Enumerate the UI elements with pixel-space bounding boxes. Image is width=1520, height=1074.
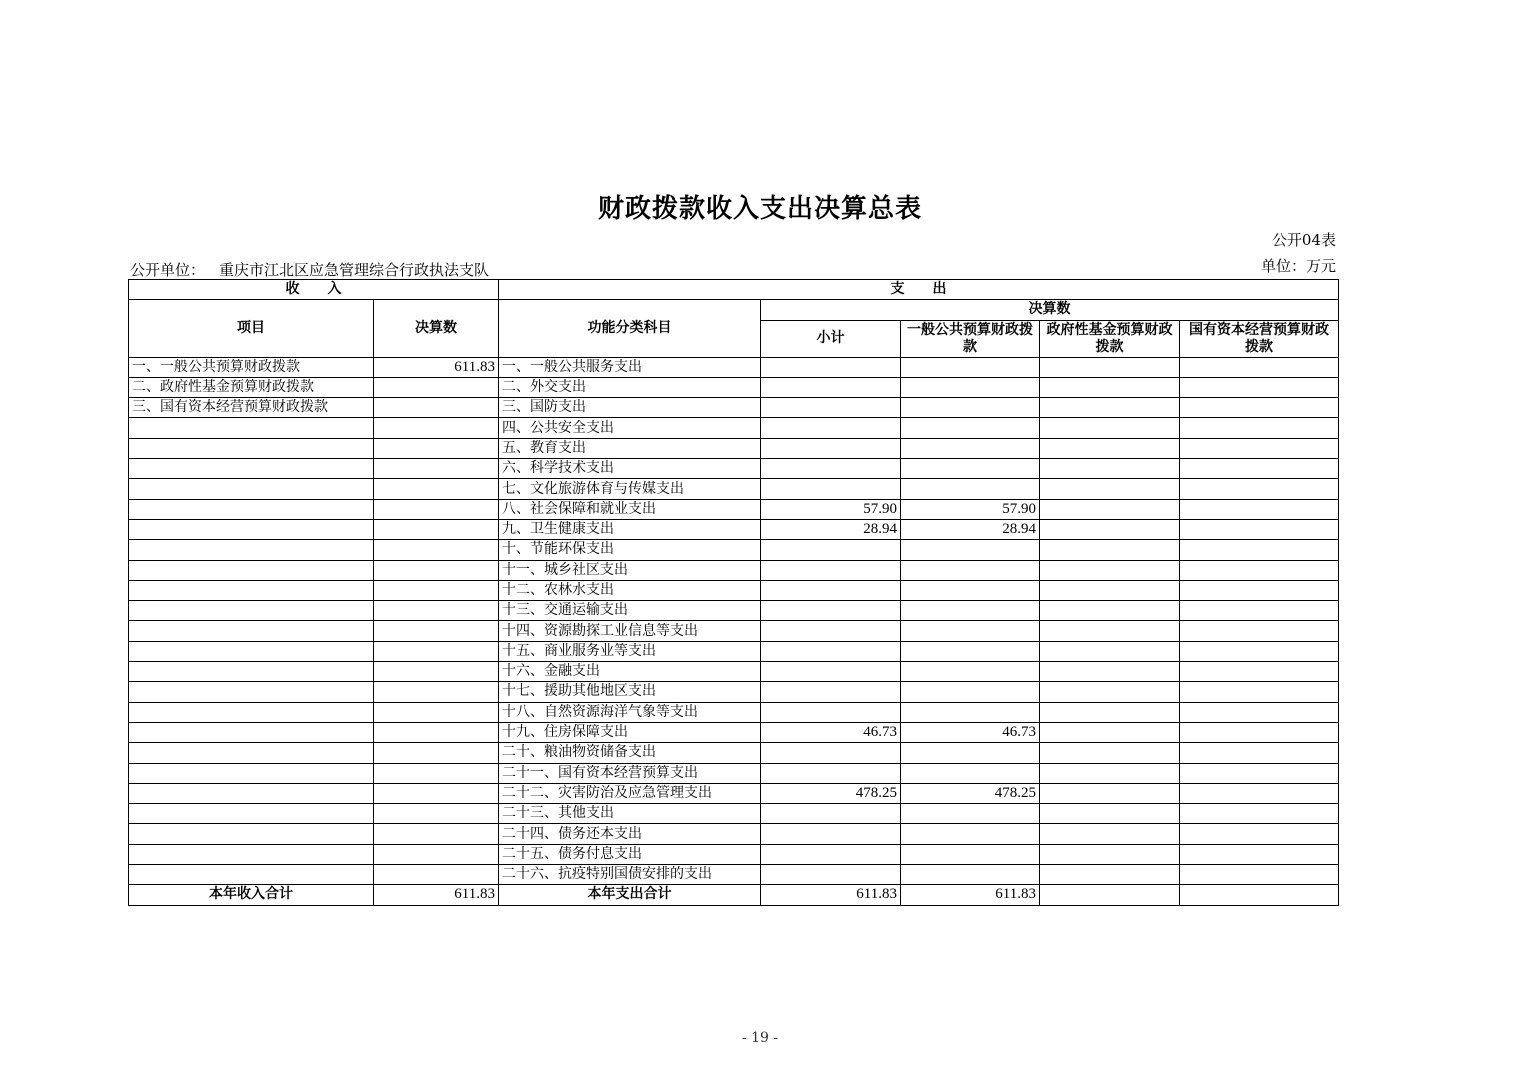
state-capital-cell [1180,519,1339,539]
gov-fund-cell [1040,722,1180,742]
income-item-cell: 二、政府性基金预算财政拨款 [129,377,374,397]
total-expense-label: 本年支出合计 [499,885,761,905]
table-row [129,865,1339,885]
expense-item-cell: 六、科学技术支出 [499,459,761,479]
table-row [129,499,1339,519]
state-capital-cell [1180,357,1339,377]
general-budget-cell [901,459,1040,479]
general-budget-cell: 478.25 [901,783,1040,803]
income-item-cell [129,783,374,803]
state-capital-cell [1180,398,1339,418]
income-item-cell [129,499,374,519]
income-item-cell [129,763,374,783]
total-income-amount: 611.83 [374,885,499,905]
income-item-cell [129,560,374,580]
state-capital-cell [1180,722,1339,742]
income-amount-cell [374,377,499,397]
organization-line [130,259,489,280]
gov-fund-cell [1040,519,1180,539]
income-amount-cell [374,702,499,722]
income-amount-cell [374,865,499,885]
table-row [129,540,1339,560]
expense-item-cell: 九、卫生健康支出 [499,519,761,539]
income-amount-cell [374,479,499,499]
gov-fund-cell [1040,743,1180,763]
general-budget-cell [901,479,1040,499]
total-fund [1040,885,1180,905]
income-amount-cell [374,621,499,641]
gov-fund-cell [1040,479,1180,499]
general-budget-cell: 57.90 [901,499,1040,519]
general-budget-header: 一般公共预算财政拨款 [901,320,1040,357]
subtotal-cell [761,580,901,600]
table-row [129,621,1339,641]
total-row [129,885,1339,905]
income-amount-cell [374,560,499,580]
expense-item-cell: 十一、城乡社区支出 [499,560,761,580]
gov-fund-cell [1040,580,1180,600]
income-amount-cell [374,499,499,519]
gov-fund-cell [1040,682,1180,702]
subtotal-cell [761,804,901,824]
income-amount-cell [374,743,499,763]
gov-fund-cell [1040,540,1180,560]
state-capital-cell [1180,601,1339,621]
income-amount-cell [374,540,499,560]
total-subtotal: 611.83 [761,885,901,905]
general-budget-cell [901,357,1040,377]
general-budget-cell [901,377,1040,397]
table-row [129,438,1339,458]
income-item-cell [129,865,374,885]
expense-item-cell: 二、外交支出 [499,377,761,397]
expense-item-cell: 二十六、抗疫特别国债安排的支出 [499,865,761,885]
table-row [129,763,1339,783]
subtotal-header: 小计 [761,320,901,357]
income-item-cell [129,479,374,499]
subtotal-cell: 46.73 [761,722,901,742]
gov-fund-cell [1040,601,1180,621]
page-number: - 19 - [741,1030,779,1046]
final-amount-header: 决算数 [761,300,1339,320]
general-budget-cell [901,540,1040,560]
income-item-cell [129,804,374,824]
subtotal-cell [761,682,901,702]
table-row [129,702,1339,722]
table-row [129,459,1339,479]
state-capital-cell [1180,865,1339,885]
gov-fund-cell [1040,418,1180,438]
general-budget-cell [901,743,1040,763]
organization-label: 公开单位： [130,261,206,279]
expense-item-cell: 十三、交通运输支出 [499,601,761,621]
table-row [129,641,1339,661]
income-item-cell [129,459,374,479]
table-row [129,377,1339,397]
table-row [129,418,1339,438]
unit-label: 单位：万元 [1260,257,1336,275]
general-budget-cell: 46.73 [901,722,1040,742]
budget-summary-table [128,279,1339,906]
subtotal-cell [761,398,901,418]
gov-fund-cell [1040,459,1180,479]
general-budget-cell: 28.94 [901,519,1040,539]
gov-fund-header: 政府性基金预算财政拨款 [1040,320,1180,357]
state-capital-cell [1180,377,1339,397]
expense-item-cell: 五、教育支出 [499,438,761,458]
subtotal-cell [761,641,901,661]
expense-item-cell: 十六、金融支出 [499,662,761,682]
table-row [129,844,1339,864]
gov-fund-cell [1040,763,1180,783]
gov-fund-cell [1040,804,1180,824]
state-capital-cell [1180,479,1339,499]
table-row [129,580,1339,600]
income-item-cell [129,824,374,844]
general-budget-cell [901,418,1040,438]
income-item-cell [129,743,374,763]
form-number: 公开04表 [1271,231,1336,249]
subtotal-cell [761,621,901,641]
income-item-cell: 一、一般公共预算财政拨款 [129,357,374,377]
table-row [129,743,1339,763]
subtotal-cell [761,844,901,864]
state-capital-cell [1180,499,1339,519]
gov-fund-cell [1040,844,1180,864]
expense-item-cell: 二十五、债务付息支出 [499,844,761,864]
general-budget-cell [901,682,1040,702]
expense-item-cell: 十九、住房保障支出 [499,722,761,742]
subtotal-cell [761,357,901,377]
table-row [129,682,1339,702]
general-budget-cell [901,702,1040,722]
income-item-cell [129,540,374,560]
general-budget-cell [901,844,1040,864]
table-row [129,804,1339,824]
state-capital-cell [1180,763,1339,783]
table-row [129,662,1339,682]
general-budget-cell [901,398,1040,418]
expense-item-cell: 二十、粮油物资储备支出 [499,743,761,763]
state-capital-cell [1180,580,1339,600]
state-capital-cell [1180,540,1339,560]
state-capital-cell [1180,844,1339,864]
gov-fund-cell [1040,438,1180,458]
income-amount-cell [374,438,499,458]
income-amount-cell [374,682,499,702]
table-row [129,722,1339,742]
income-item-cell [129,601,374,621]
income-amount-cell [374,763,499,783]
state-capital-header: 国有资本经营预算财政拨款 [1180,320,1339,357]
expense-item-cell: 二十一、国有资本经营预算支出 [499,763,761,783]
state-capital-cell [1180,682,1339,702]
gov-fund-cell [1040,641,1180,661]
expense-item-cell: 七、文化旅游体育与传媒支出 [499,479,761,499]
total-income-label: 本年收入合计 [129,885,374,905]
income-amount-cell [374,722,499,742]
income-amount-cell: 611.83 [374,357,499,377]
table-row [129,824,1339,844]
income-amount-cell [374,519,499,539]
item-header: 项目 [129,300,374,357]
expense-item-cell: 三、国防支出 [499,398,761,418]
table-row [129,398,1339,418]
header-row-1 [129,280,1339,300]
subtotal-cell [761,824,901,844]
function-class-header: 功能分类科目 [499,300,761,357]
subtotal-cell: 478.25 [761,783,901,803]
income-item-cell [129,621,374,641]
state-capital-cell [1180,560,1339,580]
amount-header: 决算数 [374,300,499,357]
general-budget-cell [901,662,1040,682]
state-capital-cell [1180,662,1339,682]
table-row [129,783,1339,803]
subtotal-cell [761,662,901,682]
general-budget-cell [901,824,1040,844]
income-item-cell: 三、国有资本经营预算财政拨款 [129,398,374,418]
expense-item-cell: 十七、援助其他地区支出 [499,682,761,702]
table-body [129,357,1339,885]
organization-name: 重庆市江北区应急管理综合行政执法支队 [219,261,490,279]
subtotal-cell [761,743,901,763]
income-item-cell [129,722,374,742]
income-item-cell [129,702,374,722]
income-item-cell [129,662,374,682]
state-capital-cell [1180,459,1339,479]
general-budget-cell [901,804,1040,824]
income-amount-cell [374,601,499,621]
state-capital-cell [1180,418,1339,438]
expense-item-cell: 二十二、灾害防治及应急管理支出 [499,783,761,803]
income-amount-cell [374,824,499,844]
income-item-cell [129,580,374,600]
gov-fund-cell [1040,865,1180,885]
income-amount-cell [374,459,499,479]
total-capital [1180,885,1339,905]
income-amount-cell [374,418,499,438]
page-title: 财政拨款收入支出决算总表 [597,194,922,224]
income-amount-cell [374,398,499,418]
gov-fund-cell [1040,783,1180,803]
gov-fund-cell [1040,377,1180,397]
income-header: 收 入 [129,280,499,300]
subtotal-cell [761,438,901,458]
state-capital-cell [1180,743,1339,763]
state-capital-cell [1180,621,1339,641]
state-capital-cell [1180,783,1339,803]
income-amount-cell [374,641,499,661]
subtotal-cell [761,601,901,621]
expense-item-cell: 一、一般公共服务支出 [499,357,761,377]
income-amount-cell [374,580,499,600]
expense-item-cell: 十、节能环保支出 [499,540,761,560]
expense-item-cell: 十五、商业服务业等支出 [499,641,761,661]
income-item-cell [129,519,374,539]
table-row [129,357,1339,377]
expense-item-cell: 八、社会保障和就业支出 [499,499,761,519]
total-general: 611.83 [901,885,1040,905]
income-amount-cell [374,844,499,864]
table-row [129,479,1339,499]
income-amount-cell [374,662,499,682]
expense-item-cell: 二十四、债务还本支出 [499,824,761,844]
subtotal-cell [761,702,901,722]
table-row [129,519,1339,539]
income-amount-cell [374,783,499,803]
gov-fund-cell [1040,702,1180,722]
subtotal-cell [761,479,901,499]
expense-header: 支 出 [499,280,1339,300]
gov-fund-cell [1040,357,1180,377]
subtotal-cell [761,865,901,885]
state-capital-cell [1180,438,1339,458]
table-row [129,560,1339,580]
subtotal-cell [761,459,901,479]
expense-item-cell: 十四、资源勘探工业信息等支出 [499,621,761,641]
income-item-cell [129,844,374,864]
subtotal-cell [761,540,901,560]
expense-item-cell: 十八、自然资源海洋气象等支出 [499,702,761,722]
gov-fund-cell [1040,824,1180,844]
state-capital-cell [1180,641,1339,661]
gov-fund-cell [1040,560,1180,580]
general-budget-cell [901,438,1040,458]
table-row [129,601,1339,621]
general-budget-cell [901,621,1040,641]
expense-item-cell: 十二、农林水支出 [499,580,761,600]
gov-fund-cell [1040,621,1180,641]
header-row-2 [129,300,1339,320]
subtotal-cell: 28.94 [761,519,901,539]
state-capital-cell [1180,824,1339,844]
subtotal-cell: 57.90 [761,499,901,519]
gov-fund-cell [1040,662,1180,682]
expense-item-cell: 二十三、其他支出 [499,804,761,824]
general-budget-cell [901,580,1040,600]
subtotal-cell [761,763,901,783]
general-budget-cell [901,601,1040,621]
general-budget-cell [901,560,1040,580]
income-item-cell [129,418,374,438]
state-capital-cell [1180,702,1339,722]
general-budget-cell [901,641,1040,661]
income-item-cell [129,641,374,661]
subtotal-cell [761,560,901,580]
expense-item-cell: 四、公共安全支出 [499,418,761,438]
general-budget-cell [901,865,1040,885]
subtotal-cell [761,377,901,397]
state-capital-cell [1180,804,1339,824]
general-budget-cell [901,763,1040,783]
income-item-cell [129,682,374,702]
subtotal-cell [761,418,901,438]
gov-fund-cell [1040,499,1180,519]
income-item-cell [129,438,374,458]
income-amount-cell [374,804,499,824]
gov-fund-cell [1040,398,1180,418]
